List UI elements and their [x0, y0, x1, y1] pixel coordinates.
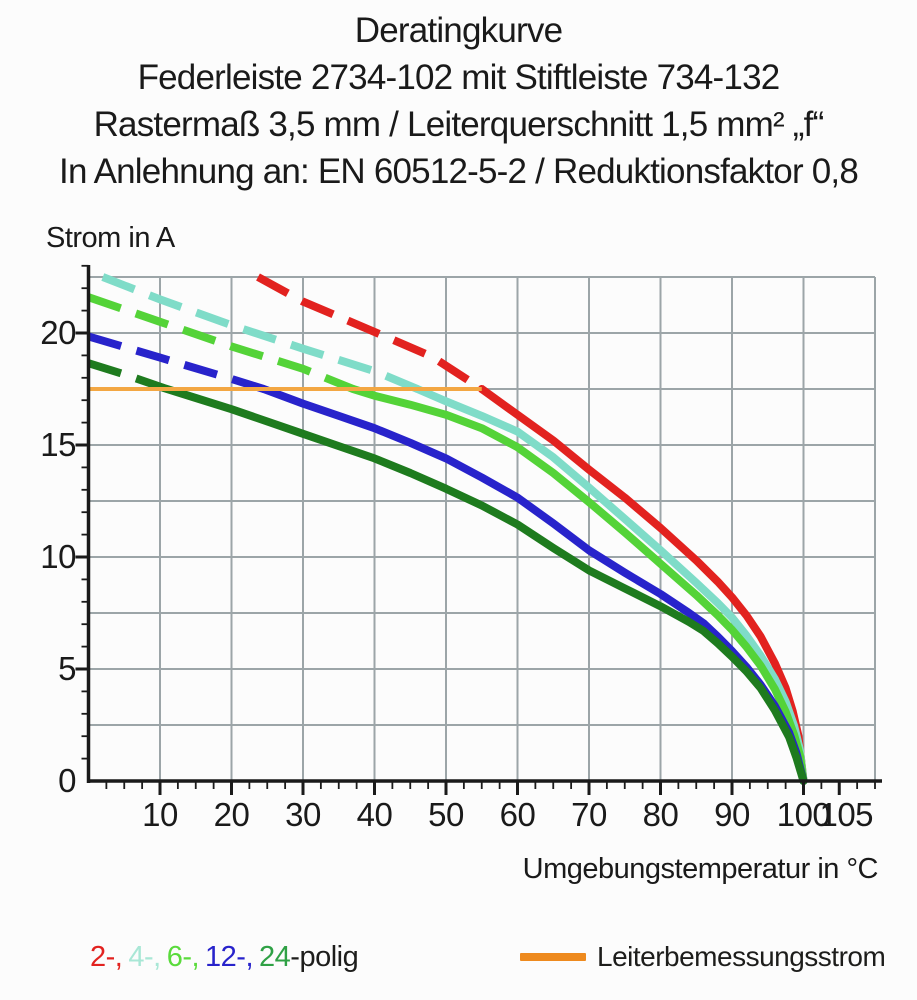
y-axis-title: Strom in A [46, 222, 175, 254]
x-tick-label: 60 [499, 796, 536, 833]
chart-title: Deratingkurve [354, 11, 563, 50]
curve-dashed-6-polig [89, 297, 354, 389]
x-tick-label: 20 [213, 796, 250, 833]
rated-current-swatch [520, 953, 586, 961]
x-tick-label: 100 [776, 796, 831, 833]
x-tick-label: 50 [428, 796, 464, 833]
legend-pole-12: 12-, [205, 941, 254, 973]
curve-dashed-24-polig [89, 363, 164, 388]
chart-subtitle-specs: Rastermaß 3,5 mm / Leiterquerschnitt 1,5 mm² „f“ [93, 105, 824, 144]
legend-rated-current [520, 941, 885, 973]
legend-pole-4: 4-, [128, 941, 161, 973]
y-tick-label: 5 [58, 650, 76, 687]
legend-pole-6: 6-, [166, 941, 200, 973]
legend-poles [90, 941, 364, 974]
legend-pole-suffix: -polig [290, 941, 359, 973]
chart-subtitle-product: Federleiste 2734-102 mit Stiftleiste 734-132 [137, 58, 780, 97]
rated-current-label: Leiterbemessungsstrom [597, 941, 886, 972]
legend-pole-2: 2-, [90, 941, 123, 973]
x-axis-title: Umgebungstemperatur in °C [522, 853, 878, 885]
chart-subtitle-standard: In Anlehnung an: EN 60512-5-2 / Reduktionsfaktor 0,8 [59, 152, 858, 191]
y-tick-label: 0 [58, 762, 76, 799]
y-tick-label: 20 [40, 314, 76, 351]
x-tick-label: 30 [285, 796, 321, 833]
x-tick-label: 90 [714, 796, 750, 833]
y-tick-label: 10 [40, 538, 76, 575]
x-tick-label: 40 [356, 796, 393, 833]
x-tick-label: 80 [642, 796, 679, 833]
curve-solid-24-polig [164, 388, 804, 781]
x-tick-label: 10 [142, 796, 178, 833]
x-tick-label: 70 [571, 796, 607, 833]
y-tick-label: 15 [40, 426, 76, 463]
legend-pole-24: 24 [259, 941, 291, 973]
x-tick-label: 105 [819, 796, 874, 833]
